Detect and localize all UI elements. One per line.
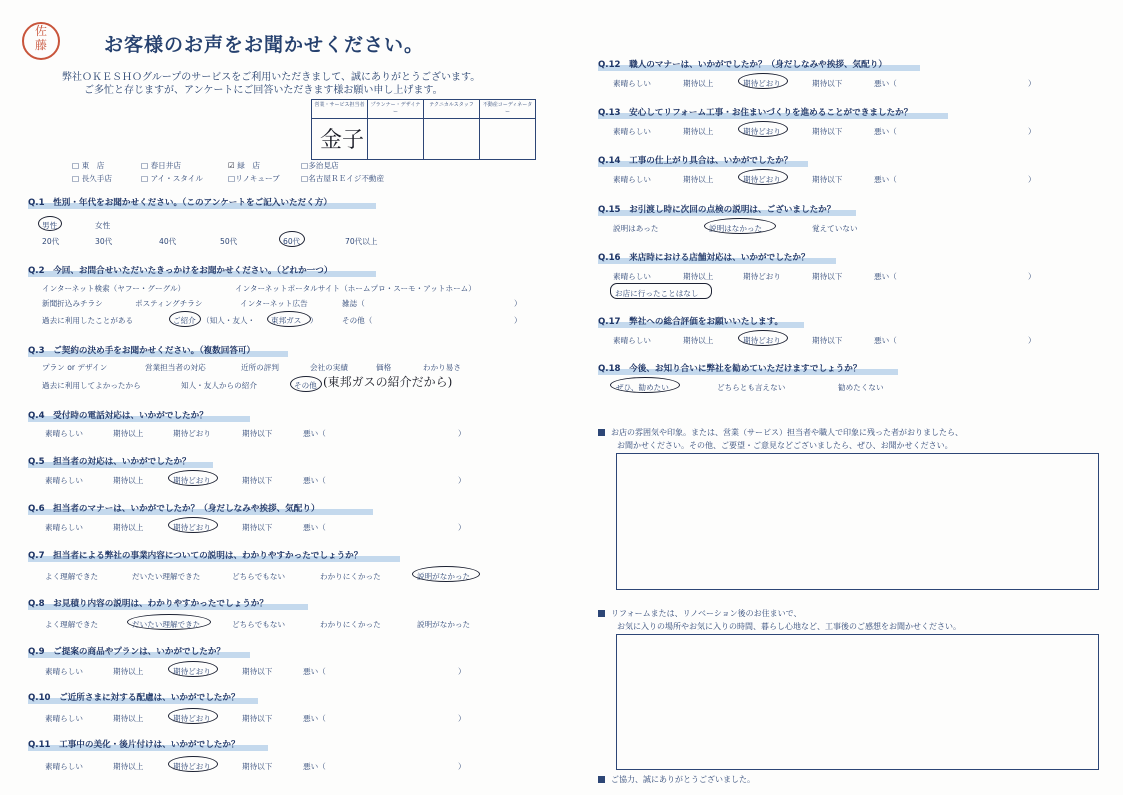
- option-sales-response[interactable]: 営業担当者の対応: [145, 363, 206, 372]
- option-above[interactable]: 期待以上: [113, 429, 144, 438]
- store-label: 東 店: [81, 161, 105, 170]
- selected-circle: [610, 377, 680, 393]
- question-3: Q.3 ご契約の決め手をお聞かせください。（複数回答可）: [28, 346, 256, 356]
- option-fully-understood[interactable]: よく理解できた: [45, 572, 99, 581]
- option-below[interactable]: 期待以下: [812, 272, 843, 281]
- question-9: Q.9 ご提案の商品やプランは、いかがでしたか？: [28, 647, 226, 657]
- paren-close: ）: [1028, 175, 1036, 184]
- option-as-expected[interactable]: 期待どおり: [743, 272, 781, 281]
- selected-circle: [168, 470, 218, 486]
- option-below[interactable]: 期待以下: [242, 667, 273, 676]
- staff-table: [311, 99, 536, 160]
- selected-circle: [267, 311, 311, 327]
- option-mostly-understood[interactable]: だいたい理解できた: [132, 620, 201, 629]
- question-14: Q.14 工事の仕上がり具合は、いかがでしたか？: [598, 156, 793, 166]
- option-above[interactable]: 期待以上: [113, 714, 144, 723]
- option-above[interactable]: 期待以上: [113, 476, 144, 485]
- option-below[interactable]: 期待以下: [812, 175, 843, 184]
- selected-circle: [738, 330, 788, 346]
- option-undecided[interactable]: どちらとも言えない: [717, 383, 786, 392]
- option-as-expected[interactable]: 期待どおり: [173, 523, 211, 532]
- option-toho-gas[interactable]: 東邦ガス: [271, 316, 302, 325]
- selected-circle: [738, 169, 788, 185]
- option-bad[interactable]: 悪い（: [874, 272, 897, 281]
- free-comment-box[interactable]: [616, 453, 1099, 590]
- option-as-expected[interactable]: 期待どおり: [173, 762, 211, 771]
- question-2: Q.2 今回、お問合せいただいたきっかけをお聞かせください。（どれか一つ）: [28, 266, 333, 276]
- option-60s[interactable]: 60代: [283, 237, 301, 246]
- option-other[interactable]: その他（: [342, 316, 373, 325]
- option-excellent[interactable]: 素晴らしい: [45, 667, 83, 676]
- option-dont-remember[interactable]: 覚えていない: [812, 224, 858, 233]
- intro-line-2: ご多忙と存じますが、アンケートにご回答いただきます様お願い申し上げます。: [84, 85, 443, 96]
- page-title: お客様のお声をお聞かせください。: [104, 34, 425, 56]
- store-label: 緑 店: [237, 161, 261, 170]
- option-excellent[interactable]: 素晴らしい: [45, 714, 83, 723]
- store-checkbox-kasugai[interactable]: □ 春日井店: [141, 161, 181, 170]
- referral-detail: （知人・友人・: [202, 316, 256, 325]
- selected-circle: [610, 283, 712, 299]
- question-4: Q.4 受付時の電話対応は、いかがでしたか？: [28, 411, 208, 421]
- free2-line1-text: リフォームまたは、リノベーション後のお住まいで、: [611, 609, 802, 618]
- staff-realestate-cell[interactable]: [480, 119, 536, 160]
- selected-circle: [290, 376, 322, 392]
- question-16: Q.16 来店時における店舗対応は、いかがでしたか？: [598, 253, 810, 263]
- option-50s[interactable]: 50代: [220, 237, 238, 246]
- option-neutral[interactable]: どちらでもない: [232, 620, 286, 629]
- option-below[interactable]: 期待以下: [242, 476, 273, 485]
- option-above[interactable]: 期待以上: [683, 79, 714, 88]
- option-as-expected[interactable]: 期待どおり: [173, 429, 211, 438]
- option-20s[interactable]: 20代: [42, 237, 60, 246]
- selected-circle: [738, 73, 788, 89]
- option-as-expected[interactable]: 期待どおり: [173, 667, 211, 676]
- paren-close: ）: [1028, 272, 1036, 281]
- option-above[interactable]: 期待以上: [683, 272, 714, 281]
- option-40s[interactable]: 40代: [159, 237, 177, 246]
- free-comment-prompt-line-2: お聞かせください。その他、ご要望・ご意見などございましたら、ぜひ、お聞かせください。: [617, 441, 953, 450]
- option-as-expected[interactable]: 期待どおり: [743, 79, 781, 88]
- option-above[interactable]: 期待以上: [683, 336, 714, 345]
- staff-header-planner: プランナー・デザイナー: [368, 100, 424, 119]
- option-magazine[interactable]: 雑誌（: [342, 299, 365, 308]
- option-as-expected[interactable]: 期待どおり: [173, 714, 211, 723]
- selected-circle: [704, 218, 776, 234]
- option-excellent[interactable]: 素晴らしい: [613, 272, 651, 281]
- option-bad[interactable]: 悪い（: [303, 714, 326, 723]
- option-other[interactable]: その他: [294, 381, 317, 390]
- paren-close: ）: [458, 667, 466, 676]
- option-excellent[interactable]: 素晴らしい: [45, 476, 83, 485]
- option-bad[interactable]: 悪い（: [303, 476, 326, 485]
- option-fully-understood[interactable]: よく理解できた: [45, 620, 99, 629]
- option-posting-flyer[interactable]: ポスティングチラシ: [135, 299, 203, 308]
- paren-close: ）: [458, 429, 466, 438]
- selected-circle: [168, 708, 218, 724]
- paren-close: ）: [1028, 336, 1036, 345]
- selected-circle: [412, 566, 480, 582]
- question-6: Q.6 担当者のマナーは、いかがでしたか？（身だしなみや挨拶、気配り）: [28, 504, 320, 514]
- question-18: Q.18 今後、お知り合いに弊社を勧めていただけますでしょうか？: [598, 364, 862, 374]
- thanks-text: ご協力、誠にありがとうございました。: [611, 775, 755, 784]
- paren-close: ）: [458, 523, 466, 532]
- staff-header-sales: 営業・サービス担当者: [312, 100, 368, 119]
- option-reputation[interactable]: 近所の評判: [241, 363, 279, 372]
- option-below[interactable]: 期待以下: [812, 79, 843, 88]
- option-bad[interactable]: 悪い（: [303, 762, 326, 771]
- paren-close: ）: [458, 762, 466, 771]
- option-internet-search[interactable]: インターネット検索（ヤフー・グーグル）: [42, 284, 186, 293]
- store-label: リノキューブ: [235, 174, 280, 183]
- seal-stamp: 佐 藤: [22, 22, 60, 60]
- store-label: 春日井店: [150, 161, 181, 170]
- staff-header-realestate: 不動産コーディネーター: [480, 100, 536, 119]
- question-8: Q.8 お見積り内容の説明は、わかりやすかったでしょうか？: [28, 599, 268, 609]
- option-above[interactable]: 期待以上: [113, 762, 144, 771]
- paren-close: ）: [514, 316, 522, 325]
- store-checkbox-istyle[interactable]: □ アイ・スタイル: [141, 174, 203, 183]
- selected-circle: [168, 517, 218, 533]
- square-bullet-icon: [598, 429, 605, 436]
- option-past-user[interactable]: 過去に利用したことがある: [42, 316, 134, 325]
- option-above[interactable]: 期待以上: [113, 523, 144, 532]
- option-as-expected[interactable]: 期待どおり: [743, 127, 781, 136]
- option-excellent[interactable]: 素晴らしい: [45, 429, 83, 438]
- option-below[interactable]: 期待以下: [242, 762, 273, 771]
- option-bad[interactable]: 悪い（: [874, 336, 897, 345]
- store-checkbox-nagakute[interactable]: □ 長久手店: [72, 174, 112, 183]
- option-bad[interactable]: 悪い（: [303, 523, 326, 532]
- free-comment-prompt-line-1: [598, 427, 963, 438]
- option-bad[interactable]: 悪い（: [874, 175, 897, 184]
- question-11: Q.11 工事中の美化・後片付けは、いかがでしたか？: [28, 740, 240, 750]
- option-excellent[interactable]: 素晴らしい: [613, 336, 651, 345]
- selected-circle: [169, 311, 201, 327]
- question-7: Q.7 担当者による弊社の事業内容についての説明は、わかりやすかったでしょうか？: [28, 551, 363, 561]
- selected-circle: [38, 216, 62, 231]
- option-above[interactable]: 期待以上: [113, 667, 144, 676]
- option-below[interactable]: 期待以下: [242, 523, 273, 532]
- option-newspaper-flyer[interactable]: 新聞折込みチラシ: [42, 299, 103, 308]
- option-as-expected[interactable]: 期待どおり: [743, 175, 781, 184]
- thanks-line: [598, 774, 755, 785]
- option-hard-to-understand[interactable]: わかりにくかった: [320, 572, 381, 581]
- option-not-recommend[interactable]: 勧めたくない: [838, 383, 884, 392]
- selected-circle: [127, 614, 211, 630]
- option-below[interactable]: 期待以下: [812, 336, 843, 345]
- handwritten-other-reason: (東邦ガスの紹介だから): [323, 375, 453, 389]
- store-checkbox-higashi[interactable]: □ 東 店: [72, 161, 105, 170]
- option-referral[interactable]: ご紹介: [173, 316, 196, 325]
- paren-close: ）: [1028, 79, 1036, 88]
- selected-circle: [168, 661, 218, 677]
- option-not-explained[interactable]: 説明はなかった: [709, 224, 763, 233]
- after-reform-prompt-line-1: [598, 608, 801, 619]
- option-never-visited-store[interactable]: お店に行ったことはなし: [615, 289, 699, 298]
- option-no-explanation[interactable]: 説明がなかった: [417, 572, 471, 581]
- staff-technical-cell[interactable]: [424, 119, 480, 160]
- option-portal-site[interactable]: インターネットポータルサイト（ホームプロ・スーモ・アットホーム）: [235, 284, 476, 293]
- option-plan-design[interactable]: プラン or デザイン: [42, 363, 108, 372]
- option-hard-to-understand[interactable]: わかりにくかった: [320, 620, 381, 629]
- question-17: Q.17 弊社への総合評価をお願いいたします。: [598, 317, 784, 327]
- paren-close: ）: [458, 476, 466, 485]
- option-mostly-understood[interactable]: だいたい理解できた: [132, 572, 201, 581]
- question-1: Q.1 性別・年代をお聞かせください。（このアンケートをご記入いただく方）: [28, 198, 332, 208]
- paren-close: ）: [514, 299, 522, 308]
- square-bullet-icon: [598, 776, 605, 783]
- option-bad[interactable]: 悪い（: [874, 127, 897, 136]
- paren-close: ）: [1028, 127, 1036, 136]
- option-definitely-recommend[interactable]: ぜひ、勧めたい: [616, 383, 669, 392]
- option-no-explanation[interactable]: 説明がなかった: [417, 620, 471, 629]
- option-below[interactable]: 期待以下: [242, 429, 273, 438]
- option-above[interactable]: 期待以上: [683, 127, 714, 136]
- option-excellent[interactable]: 素晴らしい: [45, 762, 83, 771]
- square-bullet-icon: [598, 610, 605, 617]
- selected-circle: [168, 756, 218, 772]
- option-below[interactable]: 期待以下: [812, 127, 843, 136]
- option-excellent[interactable]: 素晴らしい: [613, 79, 651, 88]
- intro-line-1: 弊社ＯＫＥＳＨＯグループのサービスをご利用いただきまして、誠にありがとうございます。: [62, 72, 481, 83]
- staff-header-technical: テクニカルスタッフ: [424, 100, 480, 119]
- question-12: Q.12 職人のマナーは、いかがでしたか？（身だしなみや挨拶、気配り）: [598, 60, 887, 70]
- option-neutral[interactable]: どちらでもない: [232, 572, 286, 581]
- selected-circle: [279, 231, 305, 247]
- option-excellent[interactable]: 素晴らしい: [613, 175, 651, 184]
- option-excellent[interactable]: 素晴らしい: [613, 127, 651, 136]
- after-reform-comment-box[interactable]: [616, 634, 1099, 770]
- staff-name-handwritten: 金子: [320, 128, 365, 153]
- option-below[interactable]: 期待以下: [242, 714, 273, 723]
- option-price[interactable]: 価格: [376, 363, 392, 372]
- option-excellent[interactable]: 素晴らしい: [45, 523, 83, 532]
- question-5: Q.5 担当者の対応は、いかがでしたか？: [28, 457, 191, 467]
- paren-close: ）: [310, 316, 318, 325]
- paren-close: ）: [458, 714, 466, 723]
- store-checkbox-renocube[interactable]: □リノキューブ: [228, 174, 280, 183]
- option-good-past-experience[interactable]: 過去に利用してよかったから: [42, 381, 141, 390]
- staff-planner-cell[interactable]: [368, 119, 424, 160]
- question-10: Q.10 ご近所さまに対する配慮は、いかがでしたか？: [28, 693, 240, 703]
- question-13: Q.13 安心してリフォーム工事・お住まいづくりを進めることができましたか？: [598, 108, 913, 118]
- store-label: アイ・スタイル: [150, 174, 203, 183]
- option-track-record[interactable]: 会社の実績: [310, 363, 348, 372]
- selected-circle: [738, 121, 788, 137]
- store-checkbox-tajimi[interactable]: □多治見店: [301, 161, 339, 170]
- option-above[interactable]: 期待以上: [683, 175, 714, 184]
- store-label: 名古屋ＲＥイジ不動産: [308, 174, 385, 183]
- option-male[interactable]: 男性: [42, 221, 58, 230]
- option-internet-ad[interactable]: インターネット広告: [240, 299, 308, 308]
- free1-line1-text: お店の雰囲気や印象。または、営業（サービス）担当者や職人で印象に残った者がおりましたら、: [611, 428, 963, 437]
- store-label: 長久手店: [81, 174, 112, 183]
- staff-sales-cell[interactable]: [312, 119, 368, 160]
- option-bad[interactable]: 悪い（: [303, 429, 326, 438]
- store-checkbox-midori[interactable]: ☑ 緑 店: [228, 161, 261, 170]
- option-female[interactable]: 女性: [95, 221, 111, 230]
- option-as-expected[interactable]: 期待どおり: [173, 476, 211, 485]
- store-label: 多治見店: [308, 161, 339, 170]
- option-clarity[interactable]: わかり易さ: [423, 363, 461, 372]
- question-15: Q.15 お引渡し時に次回の点検の説明は、ございましたか？: [598, 205, 836, 215]
- option-bad[interactable]: 悪い（: [874, 79, 897, 88]
- option-30s[interactable]: 30代: [95, 237, 113, 246]
- option-explained[interactable]: 説明はあった: [613, 224, 659, 233]
- option-bad[interactable]: 悪い（: [303, 667, 326, 676]
- option-friend-referral[interactable]: 知人・友人からの紹介: [181, 381, 257, 390]
- after-reform-prompt-line-2: お気に入りの場所やお気に入りの時間、暮らし心地など、工事後のご感想をお聞かせください。: [617, 622, 961, 631]
- option-70s-plus[interactable]: 70代以上: [345, 237, 378, 246]
- store-checkbox-nagoya-realestate[interactable]: □名古屋ＲＥイジ不動産: [301, 174, 385, 183]
- option-as-expected[interactable]: 期待どおり: [743, 336, 781, 345]
